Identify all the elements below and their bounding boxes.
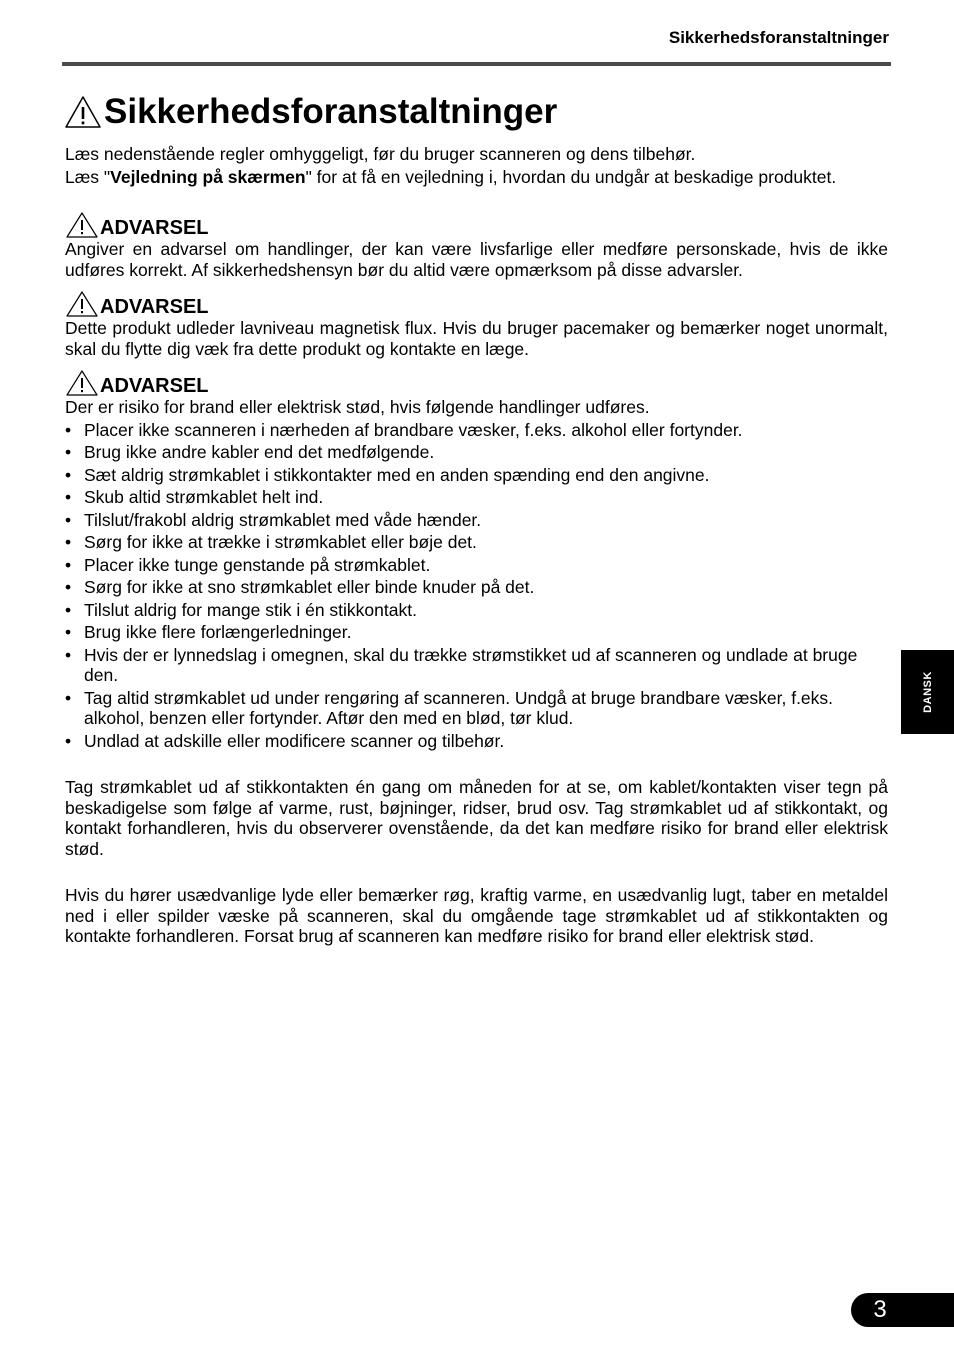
intro-line-2: [65, 167, 888, 188]
warning-text-1: Angiver en advarsel om handlinger, der kan være livsfarlige eller medføre personskade, hvis de ikke udføres korrekt. Af sikkerhedshensyn bør du altid være opmærksom på disse advarsler.: [65, 239, 888, 280]
warning-heading-label: ADVARSEL: [100, 217, 209, 239]
header-rule: [62, 62, 891, 66]
inspection-paragraph: Tag strømkablet ud af stikkontakten én gang om måneden for at se, om kablet/kontakten viser tegn på beskadigelse som følge af varme, rust, bøjninger, ridser, brud osv. Tag strømkablet ud af stikkontakt, og kontakt forhandleren, hvis du observerer ovenstående, da det kan medføre risiko for brand eller elektrisk stød.: [65, 777, 888, 859]
list-item: • Sørg for ikke at trække i strømkablet eller bøje det.: [65, 532, 888, 553]
content: [65, 144, 888, 947]
list-item: • Hvis der er lynnedslag i omegnen, skal du trække strømstikket ud af scanneren og undlade at bruge den.: [65, 645, 888, 686]
list-item: • Tilslut aldrig for mange stik i én stikkontakt.: [65, 600, 888, 621]
page-title: [64, 88, 557, 136]
list-item: • Undlad at adskille eller modificere scanner og tilbehør.: [65, 731, 888, 752]
language-side-tab: [901, 650, 954, 734]
list-item: • Brug ikke flere forlængerledninger.: [65, 622, 888, 643]
list-item: • Tilslut/frakobl aldrig strømkablet med våde hænder.: [65, 510, 888, 531]
warning-heading-label: ADVARSEL: [100, 375, 209, 397]
warning-triangle-icon: [65, 369, 99, 397]
warning-heading-3: [65, 369, 888, 397]
warning-heading-label: ADVARSEL: [100, 296, 209, 318]
list-item: • Sæt aldrig strømkablet i stikkontakter med en anden spænding end den angivne.: [65, 465, 888, 486]
emergency-paragraph: Hvis du hører usædvanlige lyde eller bemærker røg, kraftig varme, en usædvanlig lugt, taber en metaldel ned i eller spilder væske på scanneren, skal du omgående tage strømkablet ud af stikkontakten og kontakte forhandleren. Forsat brug af scanneren kan medføre risiko for brand eller elektrisk stød.: [65, 885, 888, 946]
hazard-list: [65, 420, 888, 752]
warning-text-2: Dette produkt udleder lavniveau magnetisk flux. Hvis du bruger pacemaker og bemærker noget unormalt, skal du flytte dig væk fra dette produkt og kontakte en læge.: [65, 318, 888, 359]
warning-text-3: Der er risiko for brand eller elektrisk stød, hvis følgende handlinger udføres.: [65, 397, 650, 417]
list-item: • Sørg for ikke at sno strømkablet eller binde knuder på det.: [65, 577, 888, 598]
list-item: • Skub altid strømkablet helt ind.: [65, 487, 888, 508]
list-item: • Placer ikke scanneren i nærheden af brandbare væsker, f.eks. alkohol eller fortynder.: [65, 420, 888, 441]
running-header: Sikkerhedsforanstaltninger: [668, 28, 889, 47]
intro-line-1: Læs nedenstående regler omhyggeligt, før du bruger scanneren og dens tilbehør.: [65, 144, 696, 164]
intro-doc-reference: Vejledning på skærmen: [110, 166, 306, 187]
intro-line-2-pre: Læs ": [65, 166, 111, 187]
language-tab-label: DANSK: [921, 671, 934, 713]
page-number: 3: [851, 1293, 954, 1327]
list-item: • Brug ikke andre kabler end det medfølgende.: [65, 442, 888, 463]
warning-heading-1: [65, 211, 888, 239]
list-item: • Tag altid strømkablet ud under rengøring af scanneren. Undgå at bruge brandbare væsker, f.eks. alkohol, benzen eller fortynder. Aftør den med en blød, tør klud.: [65, 688, 888, 729]
page-title-text: Sikkerhedsforanstaltninger: [104, 92, 558, 131]
intro-line-2-post: " for at få en vejledning i, hvordan du undgår at beskadige produktet.: [305, 166, 837, 187]
warning-triangle-icon: [65, 211, 99, 239]
list-item: • Placer ikke tunge genstande på strømkablet.: [65, 555, 888, 576]
warning-heading-2: [65, 290, 888, 318]
warning-triangle-icon: [65, 290, 99, 318]
warning-triangle-icon: [64, 94, 102, 130]
